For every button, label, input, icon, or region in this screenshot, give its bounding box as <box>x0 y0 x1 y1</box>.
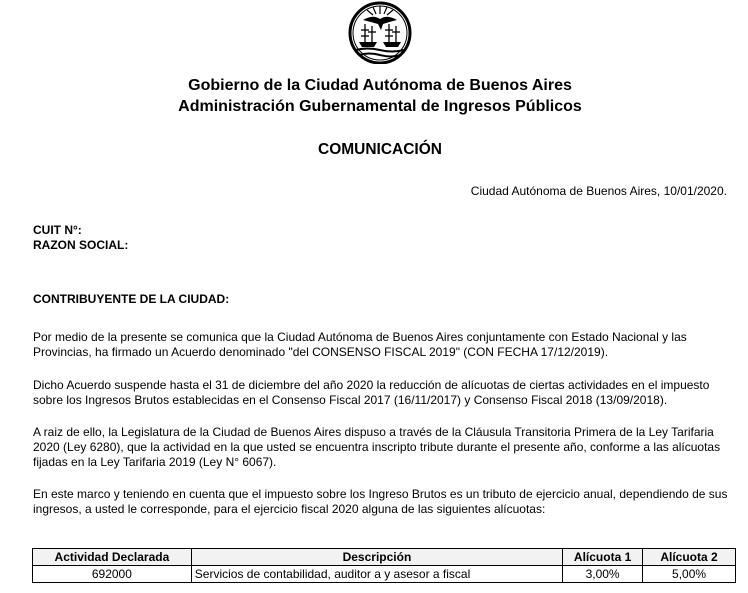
header-descripcion: Descripción <box>191 549 562 566</box>
paragraph-3: A raiz de ello, la Legislatura de la Ciudad de Buenos Aires dispuso a través de la Cláusula Transitoria Primera de la Ley Tarifaria 2020 (Ley 6280), que la actividad en la que usted se encuentra inscripto tribute durante el presente año, conforme a las alícuotas fijadas en la Ley Tarifaria 2019 (Ley N° 6067). <box>33 425 721 469</box>
cell-descripcion: Servicios de contabilidad, auditor a y asesor a fiscal <box>191 566 562 583</box>
salutation: CONTRIBUYENTE DE LA CIUDAD: <box>33 292 230 306</box>
header-actividad: Actividad Declarada <box>33 549 192 566</box>
cell-actividad: 692000 <box>33 566 192 583</box>
agency-heading: Administración Gubernamental de Ingresos Públicos <box>178 98 582 115</box>
city-shield-logo <box>347 0 413 64</box>
paragraph-4: En este marco y teniendo en cuenta que el impuesto sobre los Ingreso Brutos es un tributo de ejercicio anual, dependiendo de sus ingresos, a usted le corresponde, para el ejercicio fiscal 2020 alguna de las siguientes alícuotas: <box>33 487 728 516</box>
table-row <box>33 566 736 583</box>
table-header-row <box>33 549 736 566</box>
cell-alicuota-1: 3,00% <box>563 566 643 583</box>
document-title: COMUNICACIÓN <box>318 141 442 158</box>
cuit-label: CUIT N°: <box>33 223 82 237</box>
header-alicuota-2: Alícuota 2 <box>643 549 736 566</box>
government-heading: Gobierno de la Ciudad Autónoma de Buenos Aires <box>188 77 572 94</box>
date-line: Ciudad Autónoma de Buenos Aires, 10/01/2020. <box>470 184 727 198</box>
cell-alicuota-2: 5,00% <box>643 566 736 583</box>
razon-social-label: RAZON SOCIAL: <box>33 238 129 252</box>
paragraph-2: Dicho Acuerdo suspende hasta el 31 de diciembre del año 2020 la reducción de alícuotas de ciertas actividades en el impuesto sobre los Ingresos Brutos establecidas en el Consenso Fiscal 2017 (16/11/2017) y Consenso Fiscal 2018 (13/09/2018). <box>33 378 710 407</box>
header-alicuota-1: Alícuota 1 <box>563 549 643 566</box>
paragraph-1: Por medio de la presente se comunica que la Ciudad Autónoma de Buenos Aires conjuntamente con Estado Nacional y las Provincias, ha firmado un Acuerdo denominado "del CONSENSO FISCAL 2019" (CON FECHA 17/12/2019). <box>33 330 687 359</box>
aliquots-table <box>32 548 736 583</box>
